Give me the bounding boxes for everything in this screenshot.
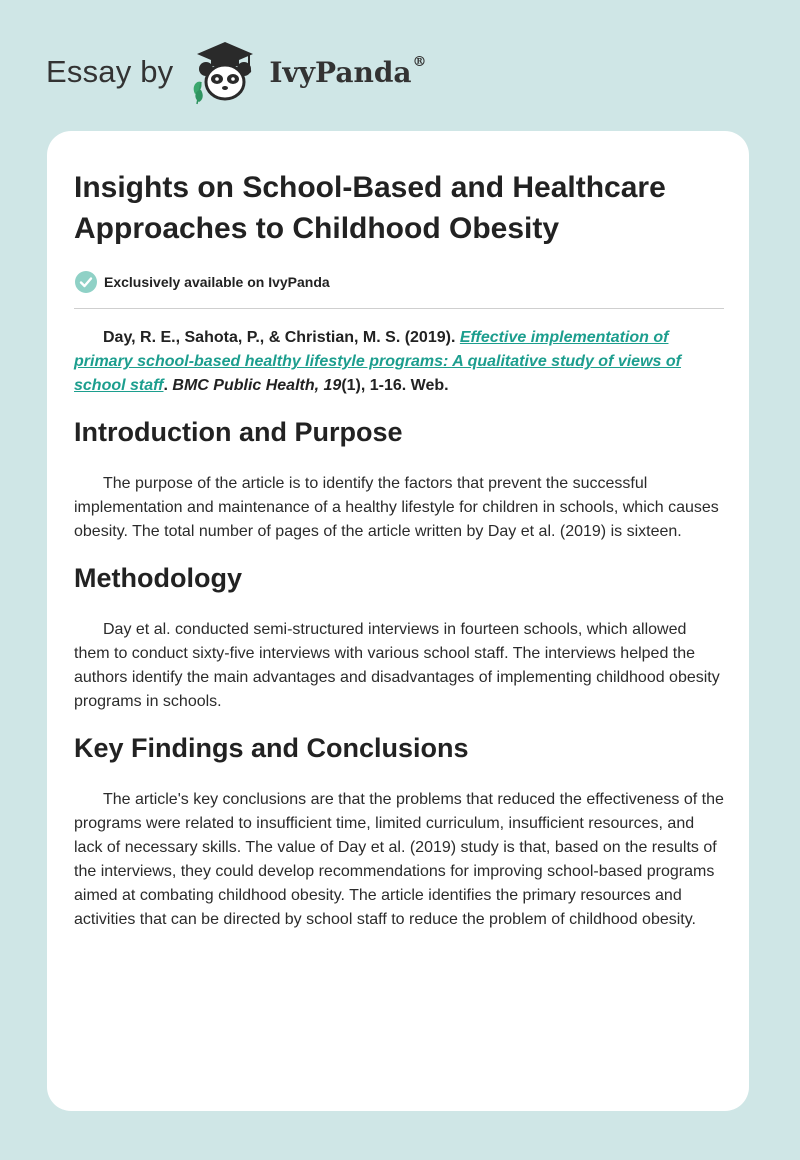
section-heading: Key Findings and Conclusions bbox=[74, 733, 469, 763]
section-heading: Introduction and Purpose bbox=[74, 417, 403, 447]
page-title: Insights on School-Based and Healthcare Approaches to Childhood Obesity bbox=[74, 171, 666, 245]
section-key-findings bbox=[74, 730, 724, 932]
citation-link[interactable]: Effective implementation of primary school-based healthy lifestyle programs: A qualitative study of views of school staff bbox=[74, 329, 681, 394]
citation-tail: (1), 1-16. Web. bbox=[341, 377, 449, 394]
exclusive-badge bbox=[74, 270, 724, 294]
citation-authors: Day, R. E., Sahota, P., & Christian, M. S. (2019). bbox=[103, 329, 460, 346]
section-body: The purpose of the article is to identify the factors that prevent the successful implementation and maintenance of a healthy lifestyle for children in schools, which causes obesity. The total number of pages of the article written by Day et al. (2019) is sixteen. bbox=[74, 475, 719, 540]
section-introduction bbox=[74, 414, 724, 544]
panda-graduate-icon bbox=[189, 36, 261, 108]
brand-prefix: Essay by bbox=[46, 54, 174, 89]
section-methodology bbox=[74, 560, 724, 714]
section-body: Day et al. conducted semi-structured interviews in fourteen schools, which allowed them to conduct sixty-five interviews with various school staff. The interviews helped the authors identify the main advantages and disadvantages of implementing childhood obesity programs in schools. bbox=[74, 621, 720, 710]
divider bbox=[74, 308, 724, 309]
brand-name: IvyPanda® bbox=[269, 53, 427, 89]
article-content bbox=[74, 167, 724, 948]
citation-journal: BMC Public Health, 19 bbox=[172, 377, 342, 394]
section-body: The article's key conclusions are that the problems that reduced the effectiveness of the programs were related to insufficient time, limited curriculum, insufficient resources, and lack of necessary skills. The value of Day et al. (2019) study is that, based on the results of the interviews, they could develop recommendations for improving school-based programs aimed at combating childhood obesity. The article identifies the primary resources and activities that can be directed by school staff to reduce the problem of childhood obesity. bbox=[74, 791, 724, 928]
section-heading: Methodology bbox=[74, 563, 242, 593]
exclusive-label: Exclusively available on IvyPanda bbox=[104, 274, 330, 290]
citation-separator: . bbox=[163, 377, 173, 394]
article-card bbox=[47, 131, 749, 1111]
check-circle-icon bbox=[74, 270, 98, 294]
citation bbox=[74, 326, 724, 398]
site-logo[interactable] bbox=[46, 34, 427, 110]
